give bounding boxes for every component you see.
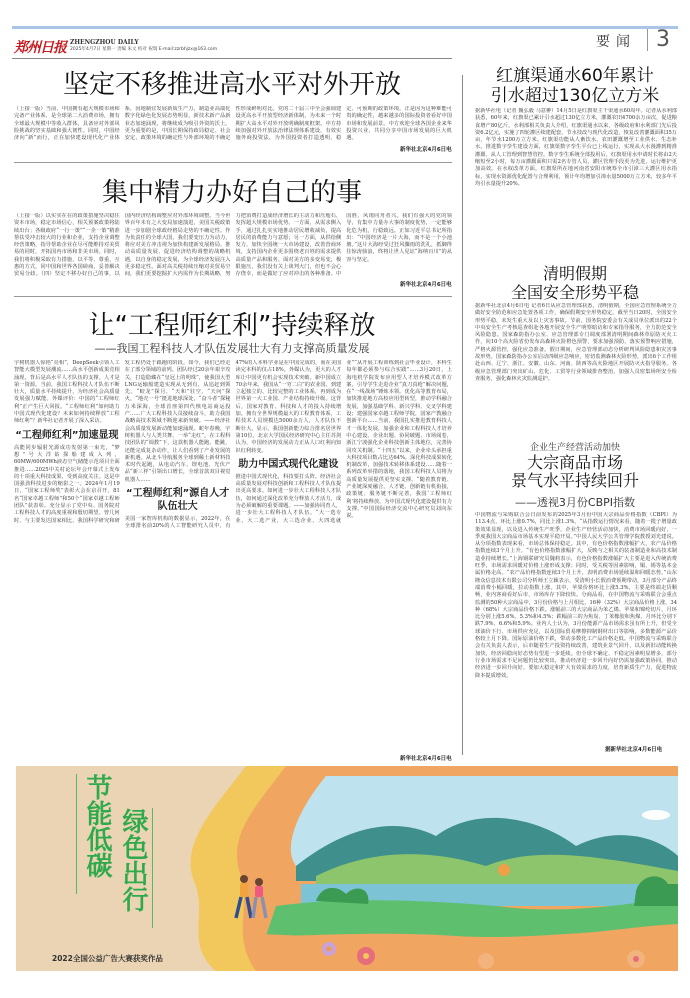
headline-cbpi [475, 454, 675, 490]
headline-canal-line1: 红旗渠通水60年累计 [496, 66, 654, 86]
headline-engineer: 让“工程师红利”持续释放 [88, 311, 376, 341]
masthead [12, 27, 678, 56]
engineer-section1-title: “工程师红利”加速显现 [15, 429, 119, 441]
headline-focus: 集中精力办好自己的事 [101, 178, 362, 208]
credit-opening: 新华社北京4月6日电 [400, 147, 452, 153]
article-body-canal: 据新华社电（记者 魏弘毅 马意翀）14月5日是红旗渠主干渠通水60周年。记者从水利部获悉，60年来，红旗渠已累计引水超过130亿立方米，灌溉农田4700余万亩次，促进粮食增产80亿斤。水利部相关负责人介绍，红旗渠通水以来，各级政府和水利部门先后投资6.2亿元，实施了四轮灌区续建配套、节水技改与现代化改造，恢复改善灌溉面积35万亩，年节水1200万立方米。红旗渠功能从人畜饮水、农田灌溉增至工业供水、生态补水。推进数字孪生建设方面，红旗渠数字孪生平台已上线运行，实现从大水漫灌到精准灌溉、从人工管理到智慧管控。数字孪生系统全部投用后，红旗渠用水申请时长将由2天缩短至2小时，每万亩灌溉面积只需2名专管人员，灌区管理手段更为先进，运行维护更加高效。在水权改革方面，红旗渠所在地河南省安阳市统筹全市引漳三大灌区用水指标，实现水资源优化配置与合理利用，预计年均增加引漳水量5000万立方米，较多年平均引水量提升20%。 [475, 108, 677, 187]
ad-caption: 2022全国公益广告大赛获奖作品 [52, 954, 163, 963]
engineer-intro: 宇树机器人惊艳“亮相”，DeepSeek引领人工智能大模型发展潮流……高水平创新成果竞相涌现，背后是高水平人才队伍的支撑。人才是第一资源。当前，我国工程科技人才队伍不断壮大，质量水平持续提升，为经济社会高质量发展强力赋能。外媒评价：中国的“工程师红利”正产生巨大回报。“工程师红利”如何助力中国式现代化建设？未来如何持续释放“工程师红利”？新华社记者开展了深入采访。 [14, 360, 120, 425]
headline-opening: 坚定不移推进高水平对外开放 [62, 70, 401, 100]
article-body-cbpi: 中国物流与采购联合会日前发布的2025年3月份中国大宗商品价格指数（CBPI）为113.4点，环比上涨0.7%，同比上涨1.3%。“从指数运行情况来看，随着一揽子增量政策效果显现，以及进入传统生产旺季，企业生产经营活动加快，消费市场回暖向好，一季度我国大宗商品市场基本实现平稳开局。”中国人民大学公共管理学院教授刘光建说。从分项指数表现来看，市场总体保持稳定。其中，有色价格指数涨幅扩大，农产品价格指数连续3个月上升。“有色价格指数涨幅扩大，反映与之相关的装备制造业和高技术制造业持续增长。”上海钢联研究员魏莉表示，有色价格指数涨幅扩大主要是进入传统消费旺季，市场需求回暖对价格上涨形成支撑；同时，受关税等因素影响，铜、锡等基本金属价格走高。“农产品价格指数连续3个月上升，表明消费市场延续温和回暖态势。”山东隆众信息技术有限公司分析师王立颖表示，受清明小长假消费预期带动，3月部分产品终端消费小幅回暖，拉动指数上涨。其中，苹果价格环比上涨5.3%，主要是终端走货顺畅，业内客商看好后市，市场库存下降较快。分商品看，在中国物流与采购联合会重点监测的50种大宗商品中，3月份价格与上月相比，16种（32%）大宗商品价格上涨，34种（68%）大宗商品价格下跌。涨幅前三的大宗商品为苯乙烯、苹果和锦纶切片，月环比分别上涨5.6%、5.3%和4.5%；跌幅前三的为焦炭、丁苯橡胶和焦煤，月环比分别下跌7.9%、6.6%和5.9%。业内人士认为，3月份能源产品市场需求虽有所上升，但受全球油价下行、市场供应充足，以及国际贸易摩擦抑制钢材出口等影响，多数能源产品价格较上月下降。国际原油价格下跌，带动多数化工产品价格走低。中国物流与采购联合会有关负责人表示，后市随着生产投资持续改善，建筑业景气回升，以及新旧动能转换加快，经济回稳向好态势有望进一步延续。但全球不确定、不稳定因素明显增多，部分行业市场需求不足问题仍比较突出，推动经济进一步回升向好仍需加强政策协同，推动经济进一步回升向好。要加大稳定和扩大有效需求的力度，培育新质生产力，促进物流降本提质增效。 [475, 512, 677, 679]
headline-canal [475, 66, 675, 106]
subheadline-cbpi: ——透视3月份CBPI指数 [514, 496, 636, 509]
headline-safety [475, 264, 675, 302]
section-name: 要闻 [596, 34, 636, 50]
credit-cbpi: 据新华社北京4月6日电 [605, 747, 663, 753]
engineer-section2-title: “工程师红利”源自人才队伍壮大 [126, 488, 230, 513]
divider [14, 162, 452, 163]
column-divider [462, 75, 463, 755]
article-body-focus: （上接一版）以实实在在的政策措施坚决稳住资本市场，稳定市场信心，相关预案政策将陆续出台；各级政府“一行一策”“一企一策”精准帮扶受冲击较大的行业和企业，支持企业调整经营策略，指导帮助企业在尽可能维持对美贸易的同时，开拓国内市场和非美市场。同时，我们将积极采取有力措施，以平等、尊重、互惠的方式，同中国和世界各国磋商，妥善解决贸易分歧。（四）坚定不移办好自己的事，以国内经济结构调整应对外部环境调整。当今世界百年未有之大变局加速演进，美国关税政策进一步加剧全球政经格局走势的不确定性。作为负责任的全球大国，我们要变压力为动力，将应对美方冲击视为加快构建新发展格局、推动高质量发展、促进经济结构调整的战略机遇，以自身的稳定发展，为全球经济发展注入更多稳定性。面对高关税持续压缩对美贸易空间，我们更要挖掘扩大内需作为长期战略，努力把消费打造成经济增长的主动力和压舱石，发挥超大规模市场优势。一方面，从需求侧入手，通过扎扎实实地推动居民增收减负，提高居民的消费能力与意愿；另一方面，从供给侧发力，加快全国统一大市场建设，改善营商环境，支持国内企业更多围绕老百姓的需求提供高质量产品和服务。面对美方的多变易变，极限施压，我们没有关上谈判大门，但也不会心存侥幸，而是做好了应对冲击的各种准备。中国胜，风雨同舟者兴。我们有强大的党的领导，有集中力量办大事的制度优势，一定能够化危为机，行稳致远。正如习近平总书记所指出：“中国经济是一片大海，而不是一个小池塘。”这片大海经受过狂风骤雨的洗礼，抵御得住惊涛骇浪，终将让世人见证“海纳百川”的从容与坚定。 [14, 213, 452, 278]
headline-safety-line2: 全国安全形势平稳 [510, 283, 639, 302]
headline-cbpi-line2: 景气水平持续回升 [510, 471, 639, 490]
article-body-engineer [14, 360, 452, 755]
engineer-section3-body: 推进中国式现代化，科技要打头阵。经济社会高质量发展对科技创新和工程科技人才队伍提出更高要求。如何进一步壮大工程科技人才队伍，如何通过深化改革充分释放人才活力，成为必须破解的重要课题。——加强协同育人，进一步壮大工程科技人才队伍。“大一选专业，大二选产业，大三选企业，大四选就业”“从开展工程训练到社会毕业设计，本科生每年都必须参与综合实践”……3月20日，上海电机学院发布应用型人才培养模式改革方案，引导学生走进企业“真刀真枪”解决问题，在“一线战场”锤炼本领。优化高等教育布局，加快推进地方高校应用型转型，推动学科融合发展，加强基础学科、新兴学科、交叉学科建设；建强国家卓越工程师学院，国家产教融合创新平台……当前，我国扎实推进教育科技人才一体化发展，加强企业和工程科技人才培养中心建设。企业出题、协同破题、市场阅卷，浙江宁波强化企业科技创新主体地位，完善协同攻关机制。“十四五”以来，企业牵头承担重大科技项目数占比达64%。深化科技成果转化机制改革，加强技术转移体系建设……随着一系列改革举措的落地，我国工程科技人员将为高质量发展提供更坚实支撑。“随着教育链、产业链深度融合，人才链、创新链有机衔接，政策链、服务链不断完善，我国‘工程师红利’将持续释放，为中国式现代化建设提供有力支撑。”中国国际经济交流中心研究员刘向东说。 [235, 360, 452, 524]
ad-sun [498, 864, 510, 876]
top-blue-rule [12, 26, 678, 29]
ad-illustration [16, 766, 678, 971]
page-number-divider [647, 29, 648, 51]
ad-cloud [642, 810, 670, 820]
headline-canal-line2: 引水超过130亿立方米 [490, 86, 660, 106]
public-service-ad [16, 766, 678, 971]
ad-ruler-left [76, 774, 77, 894]
engineer-section1-body: 高能同步辐射光源成功发射第一束光，“梦想”号大洋钻探船建成入列，60MW/600MWh液态空气储能示范项目全面推进……2025中关村论坛年会开幕式上发布的十项重大科技成果，受到高度关注。这是中国强劲科技进步的缩影之一。2024年1月19日，“国家工程师奖”表彰大会在京召开，81名“国家卓越工程师”和50个“国家卓越工程师团队”获表彰。充分显示了党中央、国务院对工程科技人才的高度重视和殷切期望。曾几何时，与主要发达国家相比，我国科学研究和研发工程仍处于跟跑的阶段。如今，我们已经走在了部分领域的前列。团队经过20余年艰辛攻关，打造隐藏在“皇冠上的明珠”，使我国大型LNG运输船建造实现从无到有，从追赶到领先。“蛟龙”探月，“天和”驻空，“天问”探火，“地壳一号”挺进地球深处，“奋斗者”探秘万米深海，全球首座第四代核电站商运投产……广大工程科技人员接续奋斗，助力我国战略高技术领域不断迎来新突破。——经济社会高质量发展新动能加速涌现。蛇年春晚，宇树机器人与人类共舞，一举“走红”。在工程科技团队的“调教”下，这款机器人能跑、能跳，还能完成复杂动作，让人们看到了产业发展的新机遇。从北斗导航服务全球到稀土新材料技术时代起跑，从电动汽车、锂电池、光伏产品“新三样”引领出口增长，全球首款双目视觉机器人…… [14, 360, 231, 524]
edition-name: ZHENGZHOU DAILY [70, 39, 139, 46]
engineer-section3-title: 助力中国式现代化建设 [238, 458, 339, 470]
edition-meta: 2025年4月7日 星期一 责编 朱文 校对 祝瑞 E-mail:zzrbhjzx@163.com [70, 47, 218, 52]
masthead-underline [12, 58, 452, 59]
page-number: 3 [656, 27, 670, 52]
subheadline-engineer: ——我国工程科技人才队伍发展壮大有力支撑高质量发展 [94, 342, 370, 355]
headline-cbpi-line1: 大宗商品市场 [526, 453, 623, 472]
credit-engineer: 新华社北京4月6日电 [400, 756, 452, 762]
headline-safety-line1: 清明假期 [542, 264, 607, 283]
ad-title-line2: 绿色出行 [118, 808, 148, 912]
newspaper-logo: 郑州日报 [14, 40, 66, 56]
engineer-section2-body: 美国一家智库机构的数据显示，2022年，在全球排名前20%的人工智能研究人员中，有47%的人本科学业是在中国完成的，而在美国读完本科的仅占18%。外媒认为，更大的人才库让中国更有机会实现技术突破。新中国成立70余年来，我国从“一穷二白”的农业国，到建立起独立的、比较完整的工业体系，再到成为世界第一大工业国、产业结构持续升级。这背后，国家对教育、科技和人才的投入持续增加。拥有全世界规模最大的工程教育体系，工程技术人员规模达5000余万人，人才队伍不断壮大。显示，我国创新能力综合排名居世界第10位。北京大学国民经济研究中心主任苏剑认为，中国经济的发展动力正从人口红利向知识红利转变。 [124, 360, 342, 530]
article-body-safety: 据新华社北京4月6日电 记者6日从应急管理部获悉，清明假期，全国应急管理系统全力做好安全防范和应急处置各项工作，确保假期安全形势稳定。截至当日20时，全国安全形势平稳，未发生重大及以上灾害事故。节前，国务院安委会有关成员单位派出的22个中央安全生产考核巡查组赴各地开展安全生产明察暗访和专家指导服务，全力防范安全风险隐患。国家森防指办公室、应急管理部专门调度部署清明期间森林草原防灭火工作，向10个高火险省份发布高森林火险橙色预警，要求加强预防，落实预警响应措施，严格火源管控，强化应急准备。假日期间，应急管理部动态分析研判风险隐患和灾害事故形势。国家森防指办公室启动四级应急响应，密切监测森林火险形势，派出6个工作组赴山西、辽宁、浙江、安徽、山东、河南、陕西等高火险地区开展防灭火指导服务。各级应急管理部门突出矿山、危化、工贸等行业领域排查整治，加强人员密集场所安全检查服务，强化森林火灾监测巡护。 [475, 303, 677, 382]
kicker-cbpi: 企业生产经营活动加快 [529, 443, 620, 453]
ad-ruler-right [152, 808, 153, 928]
ad-title-line1: 节能低碳 [82, 774, 112, 878]
divider [14, 296, 452, 297]
credit-focus: 新华社北京4月6日电 [400, 282, 452, 288]
article-body-opening: （上接一版）当前，中国拥有超大规模市场和完备产业体系，是全球第二大消费市场，拥有全球最大规模中等收入群体，具备应对外部风险挑战的坚实基础和强大韧性。同时，中国经济向“新”而行，正在加快建设现代化产业体系，因地制宜发展新质生产力，制造业高端化数字化绿色化发展态势明显，新技术新产品新业态加速涌现，将继续成为吸引外资的沃土。更为重要的是，中国长期保持政局稳定、社会安定，政策环境的确定性与外部环境的不确定性形成鲜明对比。党的二十届三中全会强调建设更高水平开放型经济新体制，为未来一个时期扩大高水平对外开放明确制度框架。中方持续加强对外开放法治律法规体系建设，有效实施外商投资法，为外国投资者打造透明、稳定、可预期的政策环境。正是因为这种难能可贵的确定性，越来越多的国际投资者看好中国市场和发展前景。中方欢迎全球各国企业来华投资兴业，共同分享中国市场发展的巨大机遇。 [14, 106, 452, 142]
